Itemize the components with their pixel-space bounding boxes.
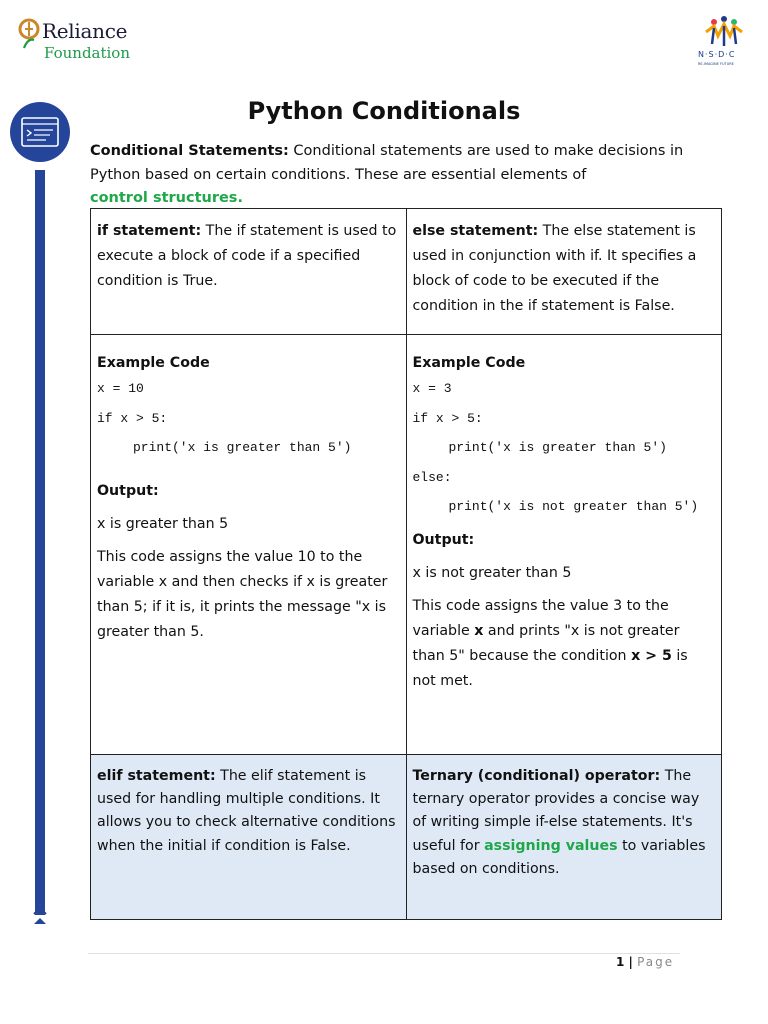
nsdc-letters: N·S·D·C [698, 50, 736, 59]
intro-text: Conditional statements are used to make decisions in Python based on certain conditions. These are essential elements of [90, 143, 684, 183]
elif-statement-cell [91, 755, 407, 920]
code-line: print('x is greater than 5') [448, 440, 667, 455]
intro-paragraph [90, 140, 690, 211]
table-row [91, 335, 722, 755]
ternary-operator-cell [406, 755, 722, 920]
exp-part: and prints "x is not greater than 5" because the condition [412, 622, 680, 664]
rail-arrow-icon [33, 906, 47, 926]
code-line: print('x is greater than 5') [133, 440, 352, 455]
code-line: x = 10 [97, 381, 144, 396]
example-right-cell [406, 335, 722, 755]
example-right-heading: Example Code [412, 355, 526, 371]
ternary-label: Ternary (conditional) operator: [412, 768, 661, 784]
conditionals-table [90, 208, 722, 920]
nsdc-logo [690, 14, 760, 70]
example-right-output: x is not greater than 5 [412, 564, 572, 581]
exp-var: x [474, 622, 484, 639]
footer-divider [88, 953, 680, 954]
side-rail [35, 170, 45, 915]
example-right-code [413, 380, 716, 516]
elif-text: The elif statement is used for handling multiple conditions. It allows you to check alternative conditions when the initial if condition is False. [97, 768, 396, 854]
reliance-emblem-icon [18, 18, 40, 52]
nsdc-figures-icon [696, 14, 752, 50]
page-footer [616, 955, 674, 969]
if-text: The if statement is used to execute a block of code if a specified condition is True. [97, 223, 397, 289]
logo-line1: Reliance [42, 19, 128, 43]
example-left-output-label: Output: [97, 483, 159, 499]
else-text: The else statement is used in conjunction with if. It specifies a block of code to be executed if the condition in the if statement is False. [412, 223, 697, 314]
table-row [91, 755, 722, 920]
else-label: else statement: [412, 223, 539, 239]
logo-line2: Foundation [44, 44, 131, 62]
code-line: print('x is not greater than 5') [448, 499, 699, 514]
example-left-code [97, 380, 400, 457]
table-row [91, 209, 722, 335]
example-left-heading: Example Code [97, 355, 210, 371]
code-line: x = 3 [412, 381, 452, 396]
if-statement-cell [91, 209, 407, 335]
exp-part: This code assigns the value 3 to the variable [412, 597, 669, 639]
reliance-foundation-logo [16, 16, 146, 68]
code-line: if x > 5: [412, 410, 483, 426]
example-left-output: x is greater than 5 [97, 516, 229, 532]
intro-highlight: control structures. [90, 190, 243, 206]
page-label: Page [637, 955, 675, 969]
example-left-explanation: This code assigns the value 10 to the variable x and then checks if x is greater than 5; if it is, it prints the message "x is greater than 5. [97, 549, 388, 640]
page-title: Python Conditionals [247, 97, 521, 125]
code-line: if x > 5: [97, 410, 168, 426]
exp-part: is not met. [412, 647, 688, 689]
else-statement-cell [406, 209, 722, 335]
example-right-explanation [413, 594, 716, 694]
code-line: else: [412, 469, 452, 485]
example-right-output-label: Output: [412, 531, 475, 548]
elif-label: elif statement: [97, 768, 216, 784]
page-number: 1 [616, 955, 625, 969]
intro-label: Conditional Statements: [90, 143, 289, 159]
example-left-cell [91, 335, 407, 755]
nsdc-tagline: RE-IMAGINE FUTURE [698, 62, 734, 66]
ternary-text: The ternary operator provides a concise way of writing simple if-else statements. It's useful for [412, 768, 700, 854]
page-separator: | [624, 955, 638, 969]
ternary-text-end: to variables based on conditions. [412, 837, 706, 877]
exp-condition: x > 5 [631, 647, 672, 664]
if-label: if statement: [97, 223, 202, 239]
ternary-highlight: assigning values [484, 837, 618, 854]
